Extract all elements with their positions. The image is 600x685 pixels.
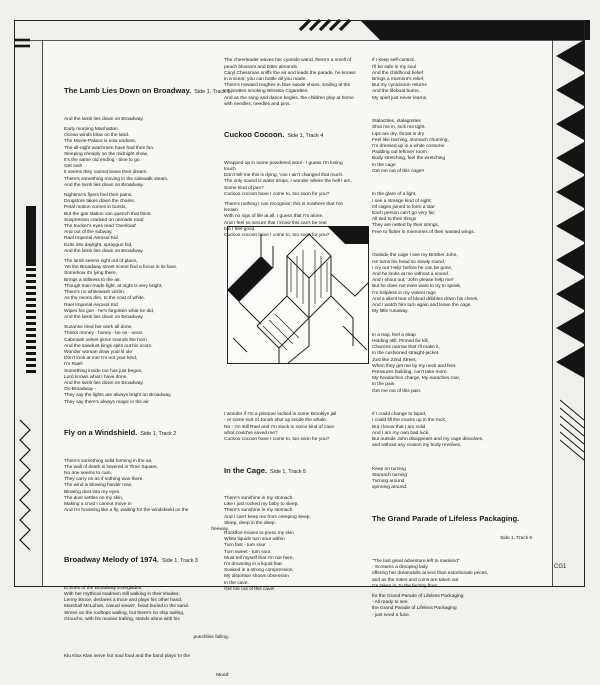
lyric-line: White liquids turn sour within	[224, 537, 285, 543]
lyric-line-end: punchline failing.	[193, 635, 229, 641]
lyric-line: and without any reason my body revolves.	[372, 443, 462, 449]
lyric-line: Get me out of this pain.	[372, 388, 422, 394]
lyric-line: I wonder if I'm a prisoner locked in some Brooklyn jail	[224, 412, 337, 418]
lyric-line: I'll be safe in my soul	[372, 64, 417, 70]
lyric-line: And out of the subway,	[64, 230, 113, 236]
song-title-lamb: The Lamb Lies Down on Broadway. Side 1, Track 1	[64, 86, 231, 96]
lyric-line: I'm dressed up in a white costume	[372, 144, 445, 150]
lyric-line: Rockfloe moves to press my skin	[224, 530, 294, 536]
track-label: Side 1, Track 2	[140, 431, 177, 438]
lyric-line: And I shout out, 'John please help me!'	[372, 278, 455, 284]
lyrics-column-middle	[224, 46, 384, 599]
lyric-line: And the lamb lies down on Broadway.	[64, 380, 144, 386]
lyric-line: Somehow it's lying there,	[64, 271, 117, 277]
track-label: Side 1, Track 1	[194, 89, 231, 96]
lyric-line: Blowing dust into my eyes.	[64, 489, 121, 495]
lyric-line: Caryl Chessman sniffs the air and leads the parade, he knows	[224, 70, 356, 76]
lyrics-block-cage-g	[372, 467, 532, 492]
lyric-line: Holding still, Pinned for kill,	[372, 338, 429, 344]
lyric-line: I'm Rael!	[64, 362, 83, 368]
track-label: Side 1, Track 3	[161, 558, 198, 565]
lyric-line: And a silent tear of blood dribbles down his cheek,	[372, 296, 479, 302]
lyric-line: I'm helpless in my violent rage	[372, 290, 436, 296]
lyric-line: And the lamb lies down on Broadway.	[64, 314, 144, 320]
lyric-line: Soaked in a strong compression,	[224, 568, 294, 574]
lyric-line: The cheerleader waves her cyanide wand, there's a smell of	[224, 58, 352, 64]
lyric-line: As the neons dim, to the coat of white.	[64, 296, 145, 302]
lyric-line: Making a crust I cannot move in	[64, 501, 132, 507]
lyric-line: Of cages joined to form a star	[372, 204, 435, 210]
lyrics-block-cage-f	[372, 412, 532, 449]
lyric-line: Marshall McLuhan, casual viewin', head buried in the sand.	[64, 604, 189, 610]
lyric-line: Each person can't go very far;	[372, 211, 436, 217]
track-label: Side 1, Track 5	[270, 468, 307, 475]
lyric-line: My distortion shows obsession	[224, 574, 289, 580]
lyrics-block-cage	[224, 496, 384, 593]
lyric-line: Echoes of the Broadway Everglades,	[64, 585, 143, 591]
lyric-line: And I am my own bad luck.	[372, 430, 430, 436]
lyric-line: There's sunshine in my stomach	[224, 495, 293, 501]
lyric-line: All tied to their things	[372, 217, 417, 223]
lyric-line: Outside the cage I see my Brother John,	[372, 253, 458, 259]
lyric-line: peach blossom and bitter almonds.	[224, 64, 299, 70]
lyrics-block-broadway-melody	[64, 586, 229, 623]
lyric-line: I'm drowning in a liquid fear.	[224, 561, 283, 567]
lyrics-column-left	[64, 64, 229, 685]
lyric-line: And the lamb lies down on Broadway.	[64, 182, 144, 188]
lyric-line: There's something solid forming in the air,	[64, 458, 153, 464]
lyric-line: Stalactites, stalagmites	[372, 119, 421, 125]
lyric-line: But outside John disappears and my cage dissolves,	[372, 436, 484, 442]
lyric-line: And I can't keep me from creeping sleep,	[224, 514, 311, 520]
lyric-line: And the sawdust kings spits out his scorn.	[64, 343, 153, 349]
lyric-line: Stomach turning	[372, 473, 407, 478]
lyric-line: If I keep self-control,	[372, 58, 415, 64]
lyric-line: Something inside me has just begun,	[64, 368, 143, 374]
lyric-line: But I know that I am solid	[372, 424, 426, 430]
lyric-line: Rael Imperial Aerosol Kid	[64, 236, 118, 242]
lyric-line: The all-night watchmen have had their fun.	[64, 145, 155, 151]
lyric-line-end: freeway.	[211, 526, 229, 532]
lyric-line: But my cynicisoon returns	[372, 83, 427, 89]
lyric-line: spinning around.	[372, 485, 408, 491]
lyric-line: My headaches charge, My earaches roar,	[372, 376, 461, 382]
lyric-line: There's something moving in the sidewalk steam,	[64, 176, 169, 182]
lyrics-block-grand-parade	[372, 559, 532, 619]
lyric-line: In the cage	[372, 162, 396, 168]
lyric-line: what could've saved me?	[224, 430, 278, 436]
lyric-line: Don't look at me! I'm not your kind,	[64, 356, 138, 362]
lyric-line: Chances narrow that I'll make it,	[372, 345, 440, 351]
lyric-line: Wonder woman draw your lil ole'	[64, 349, 133, 355]
lyric-line: Though man-made light, at night is very bright,	[64, 283, 163, 289]
lyric-line: Free to flutter in memories of their wasted wings.	[372, 229, 475, 235]
lyric-line: in a scent, you can bottle all you made.	[224, 77, 307, 83]
lyric-line: With her mythical madmen still walking in their shades:	[64, 592, 180, 598]
lyric-line: Pressures building, can't take more.	[372, 369, 448, 375]
lyric-line: and as the notes and coins are taken out	[372, 577, 459, 583]
lyric-line: In the cave.	[224, 580, 249, 586]
lyric-line: Cuckoo cocoon have I come to, too soon for you?	[224, 233, 330, 239]
lyric-line: There's nothing I can recognise; this is nowhere that I've	[224, 202, 343, 208]
lyrics-block-cage-e	[372, 333, 532, 395]
lyric-line: When they get me by my neck and feet.	[372, 363, 457, 369]
lyric-line: Lord knows what I have done,	[64, 374, 128, 380]
lyric-line: It's the same old ending - time to go.	[64, 158, 141, 164]
lyric-line: And the lamb lies down on Broadway.	[64, 116, 144, 122]
lyrics-block-broadway-melody-cont	[224, 58, 384, 108]
lyric-line: The wind is blowing harder now,	[64, 483, 133, 489]
lyric-line: with needles; needles and pins.	[224, 101, 291, 107]
lyric-line: On Broadway -	[64, 387, 96, 393]
lyric-line: No one seems to care,	[64, 470, 113, 476]
lyric-line: Suzanne tired her work all done,	[64, 325, 133, 331]
lyrics-block-cage-a	[372, 58, 532, 101]
lyrics-block-cuckoo	[224, 161, 384, 239]
lyric-line: Lips are dry, throat is dry	[372, 131, 425, 137]
lyrics-block-fly	[64, 459, 229, 515]
lyric-line: Get me out of this cage!!	[372, 168, 425, 174]
lyric-line: Suspension cracked on unmade road	[64, 217, 144, 223]
lyric-line: Brings a stillness to the air.	[64, 277, 121, 283]
lyric-line: No - I'm still Rael and I'm stuck in some kind of cave	[224, 424, 335, 430]
lyric-line: And as the song and dance begins, the children play at home	[224, 95, 354, 101]
lyric-line: Sleeping cheaply on the midnight show,	[64, 151, 149, 157]
lyric-line: My spirit just never learns.	[372, 95, 428, 101]
song-title-broadway-melody: Broadway Melody of 1974. Side 1, Track 3	[64, 555, 198, 565]
lyric-line: I could fill the cracks up in the rock,	[372, 418, 447, 424]
lyric-line: Sleep, deep in the deep.	[224, 520, 276, 526]
lyric-line: And the lamb lies down on Broadway.	[64, 248, 144, 254]
illustration-spacer	[224, 252, 384, 400]
lyric-line: Keep on turning	[372, 466, 406, 472]
lyrics-block-cuckoo-cont	[224, 412, 384, 443]
lyric-line: Must tell myself that I'm not here,	[224, 555, 294, 561]
lyric-line: Ocean winds blow on the land.	[64, 133, 130, 139]
lyric-line: Get me out of this cave!	[224, 586, 275, 592]
lyric-line: Like I just rocked my baby to sleep,	[224, 502, 299, 508]
lyrics-block-cage-d	[372, 253, 532, 315]
lyric-line: Feel like burning, stomach churning,	[372, 137, 449, 143]
lyric-line: I see a strange kind of sight;	[372, 198, 432, 204]
song-title-cuckoo: Cuckoo Cocoon. Side 1, Track 4	[224, 130, 324, 140]
lyric-line: Cabmank velvet glove sounds the horn	[64, 337, 147, 343]
lyric-line: but I feel good.	[224, 226, 256, 232]
lyric-line: for the Grand Parade of Lifeless Packaging	[372, 594, 464, 600]
lyric-line: Drugstore takes down the chains.	[64, 199, 135, 205]
lyric-line: Klu Klux Klan serve hot soul food and the band plays 'In the	[64, 654, 190, 660]
catalog-number: CG1	[554, 564, 567, 570]
lyric-line: Brings a moment's relief,	[372, 77, 425, 83]
lyric-line: touch	[224, 167, 236, 173]
track-label: Side 1, Track 4	[287, 133, 324, 140]
lyric-line: And he looks at me without a sound.	[372, 271, 450, 277]
lyrics-block-cage-c	[372, 192, 532, 235]
lyric-line: Cuckoo cocoon have I come to, too soon for you?	[224, 191, 330, 197]
lyric-line: The lamb seems right out of place,	[64, 259, 138, 265]
lyric-line: Early morning Manhattan,	[64, 127, 119, 133]
lyric-line: the Grand Parade of Lifeless Packaging	[372, 606, 457, 612]
lyric-line: But he does not even want to try to speak,	[372, 284, 462, 290]
lyric-line: Nightime's flyers feel their pains.	[64, 193, 133, 199]
lyric-line: The only sound is water drops, I wonder where the hell I am,	[224, 179, 352, 185]
lyric-line: And I watch him turn again and leave the cage.	[372, 302, 472, 308]
lyric-line: With no sign of life at all, I guess that I'm alone.	[224, 214, 324, 220]
song-title-fly: Fly on a Windshield. Side 1, Track 2	[64, 428, 177, 438]
lyric-line: Some kind of jam?	[224, 185, 264, 191]
lyric-line: majorettes smoking Winston Cigarettes.	[224, 89, 309, 95]
lyric-line: "The last great adventure left to mankind"	[372, 559, 460, 565]
lyric-line: My little runaway.	[372, 309, 409, 315]
lyric-line: And the lifeboat burns.	[372, 89, 420, 95]
lyric-line: Thinks money - honey - be on - neon.	[64, 331, 144, 337]
lyric-line: known.	[224, 208, 240, 214]
lyric-line: He turns his head so slowly round,	[372, 259, 446, 265]
lyric-line: Sirens on the rooftops wailing, but there's no ship sailing,	[64, 610, 185, 616]
lyric-line: Shut me in, lock me tight.	[372, 125, 426, 131]
lyric-line: Wrapped up in some powdered wool - I guess I'm losing	[224, 160, 343, 166]
lyric-line: The dust settles on my skin,	[64, 495, 124, 501]
lyric-line: In the glare of a light,	[372, 192, 417, 198]
lyric-line: There's sunshine in my stomach	[224, 508, 293, 514]
lyric-line: offering her dreamdolls at less than extortionate prices,	[372, 571, 489, 577]
lyric-line: Turn fast - turn sour	[224, 543, 266, 549]
lyric-line: In the cushioned straight-jacket.	[372, 351, 440, 357]
lyric-line: - All ready to see	[372, 600, 408, 606]
lyric-line: Groucho, with his movies trailing, stands alone with his	[64, 616, 180, 622]
lyric-line: They say the lights are always bright on Broadway,	[64, 393, 172, 399]
lyric-line: Turning around	[372, 479, 405, 485]
lyric-line: - or some sort of Jonah shut up inside the whale.	[224, 418, 328, 424]
lyric-line: In a trap, feel a strap	[372, 332, 416, 338]
track-label: Side 1, Track 6	[500, 536, 532, 542]
lyric-line: Wipes his gun - he's forgotten what he did,	[64, 308, 155, 314]
lyric-line: But the gas station can quench that thirst.	[64, 211, 152, 217]
lyric-line: The wall of death is lowered in Time Square,	[64, 464, 159, 470]
lyric-line: Cuckoo cocoon have I come to, too soon for you?	[224, 436, 330, 442]
song-title-cage: In the Cage. Side 1, Track 5	[224, 465, 307, 475]
lyric-line: Petal motion comes in bursts,	[64, 205, 127, 211]
lyric-line: The Movie-Palace is now undone,	[64, 139, 137, 145]
lyric-line: Yet the Broadway street scene find a focus in its face.	[64, 265, 178, 271]
lyric-line: And I'm hovering like a fly, waiting for the windshield on the	[64, 508, 189, 514]
lyric-line: - Screams a drooping lady	[372, 565, 428, 571]
lyric-line-end: Mood'	[216, 672, 229, 678]
lyric-line: If I could change to liquid,	[372, 412, 427, 418]
lyric-line: Don't tell me this is dying, 'cos I ain't changed that much.	[224, 173, 344, 179]
lyric-line: There's no whitewash victim,	[64, 290, 125, 296]
lyric-line: Turn sweet - turn sour.	[224, 549, 272, 555]
lyric-line: I'm taken in, to the factory floor.	[372, 583, 439, 589]
lyric-line: And I feel so secure that I know this can't be real	[224, 220, 327, 226]
lyric-line: They are netted by their strings,	[372, 223, 440, 229]
lyric-line: Padding out leftover room.	[372, 150, 429, 156]
lyric-line: It seems they cannot leave their dream.	[64, 170, 148, 176]
lyric-line: Get out!!	[64, 164, 83, 170]
lyric-line: - just need a fuse.	[372, 612, 410, 618]
lyric-line: There's Howard Hughes in blue suede shoes, smiling at the	[224, 83, 351, 89]
lyric-line: In the pain	[372, 382, 395, 388]
lyric-line: They say there's always magic in the air.	[64, 399, 150, 405]
lyric-line: I cry out 'Help' before he can be gone,	[372, 265, 453, 271]
lyrics-block-cage-b	[372, 119, 532, 175]
song-title-grand-parade: The Grand Parade of Lifeless Packaging.	[372, 514, 520, 524]
lyrics-block-lamb	[64, 117, 229, 406]
lyric-line: Body stretching, feel the wretching	[372, 156, 446, 162]
lyric-line: They carry on as if nothing was there.	[64, 477, 144, 483]
lyrics-column-right	[372, 46, 532, 625]
lyric-line: Rael Imperial Aerosol Kid	[64, 302, 118, 308]
lyric-line: And the childhood belief	[372, 70, 424, 76]
lyric-line: Just like 22nd Street,	[372, 357, 417, 363]
lyric-line: Exits into daylight, spraygun hid,	[64, 242, 133, 248]
lyric-line: Lenny Bruce, declares a truce and plays his other hand,	[64, 598, 183, 604]
lyric-line: The trucker's eyes read 'Overload'	[64, 224, 137, 230]
